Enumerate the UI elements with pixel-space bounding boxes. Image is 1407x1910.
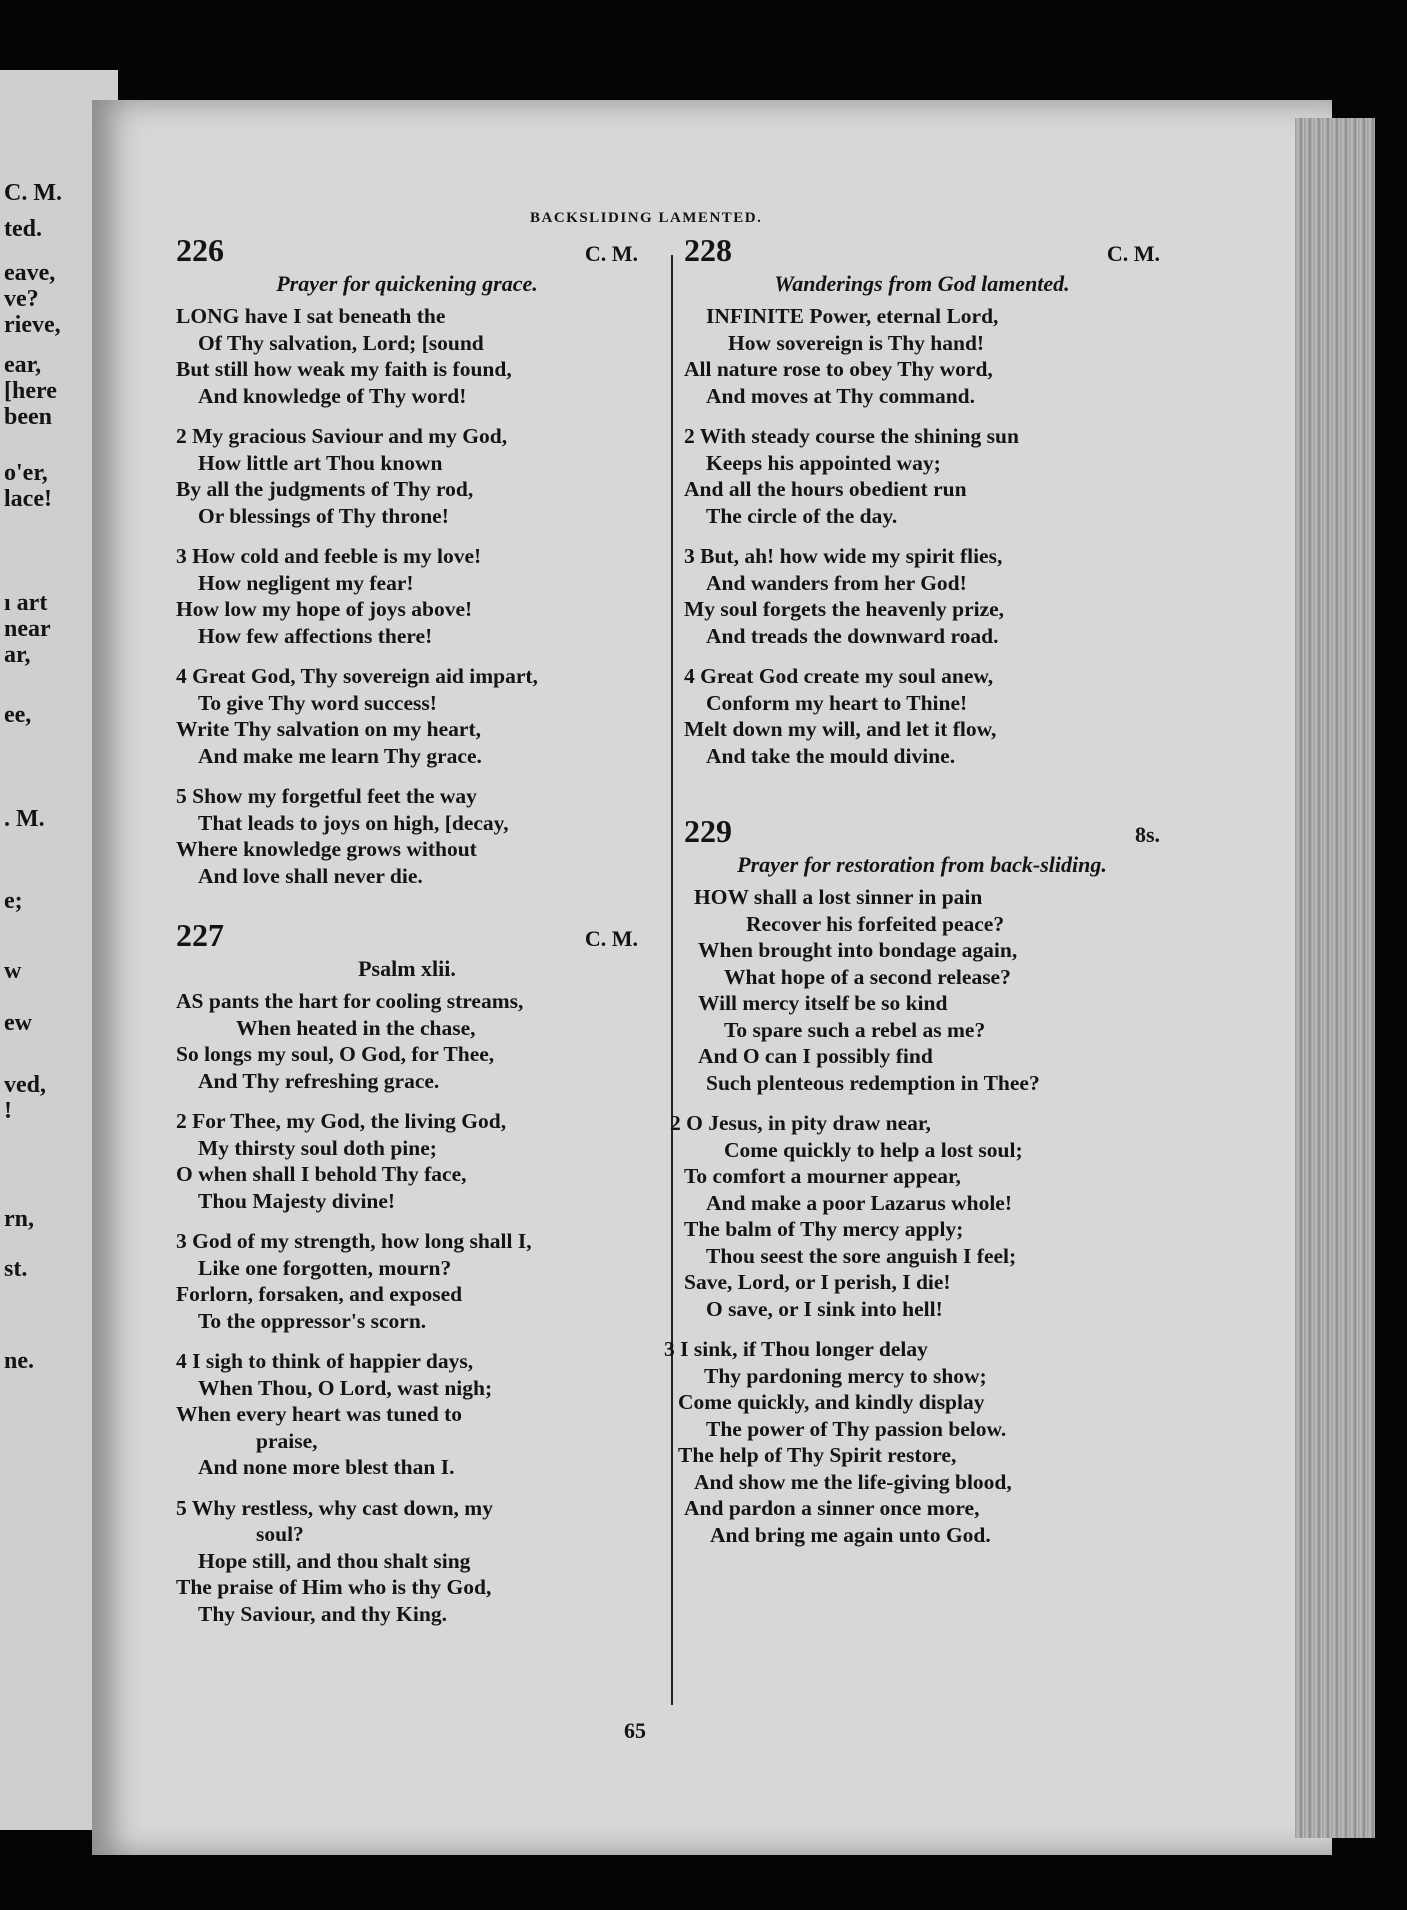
verse-line: Write Thy salvation on my heart, (176, 717, 481, 741)
verse-line: Hope still, and thou shalt sing (198, 1548, 471, 1573)
left-column (176, 232, 638, 1641)
verse-line: When brought into bondage again, (698, 938, 1018, 962)
verse-line: My thirsty soul doth pine; (198, 1135, 437, 1160)
stanza (176, 988, 638, 1094)
stanza (684, 303, 1160, 409)
margin-fragment: near (4, 616, 51, 642)
verse-line: Where knowledge grows without (176, 837, 477, 861)
page-number: 65 (624, 1718, 646, 1743)
hymn-meter: 8s. (1134, 822, 1160, 847)
margin-fragment: been (4, 404, 52, 430)
margin-fragment: eave, (4, 260, 56, 286)
verse-line: Such plenteous redemption in Thee? (706, 1070, 1040, 1095)
page-edge (1295, 118, 1375, 1838)
verse-line: When Thou, O Lord, wast nigh; (198, 1375, 493, 1400)
verse-line: What hope of a second release? (724, 964, 1011, 989)
hymn-meter: C. M. (584, 241, 638, 266)
verse-line: 2 With steady course the shining sun (684, 424, 1019, 448)
verse-line: And wanders from her God! (706, 570, 967, 595)
verse-line: O when shall I behold Thy face, (176, 1162, 467, 1186)
hymn-header (176, 232, 638, 269)
margin-fragment: [here (4, 378, 57, 404)
verse-line: The balm of Thy mercy apply; (684, 1217, 964, 1241)
verse-line: How few affections there! (198, 623, 433, 648)
stanza (684, 423, 1160, 529)
hymn-subject: Prayer for restoration from back-sliding. (737, 852, 1107, 877)
margin-fragment: C. M. (4, 180, 62, 206)
verse-line: And none more blest than I. (198, 1455, 455, 1479)
verse-line: And knowledge of Thy word! (198, 383, 467, 408)
margin-fragment: rn, (4, 1206, 34, 1232)
margin-fragment: ! (4, 1098, 12, 1124)
verse-line: 5 Show my forgetful feet the way (176, 784, 477, 808)
verse-line: Keeps his appointed way; (706, 450, 941, 475)
verse-line: How low my hope of joys above! (176, 597, 473, 621)
hymn-number: 229 (684, 813, 732, 849)
verse-line: Save, Lord, or I perish, I die! (684, 1270, 951, 1294)
verse-line: Thou Majesty divine! (198, 1188, 396, 1213)
hymn-227 (176, 917, 638, 1627)
verse-line: HOW shall a lost sinner in pain (694, 885, 983, 909)
verse-line: And treads the downward road. (706, 623, 999, 648)
verse-line: Or blessings of Thy throne! (198, 503, 449, 528)
hymn-number: 227 (176, 917, 224, 953)
verse-line: praise, (256, 1428, 318, 1453)
right-column (664, 232, 1160, 1562)
stanza (176, 543, 638, 649)
margin-fragment: ee, (4, 702, 32, 728)
verse-line: 4 I sigh to think of happier days, (176, 1349, 474, 1373)
verse-line: Like one forgotten, mourn? (198, 1255, 452, 1280)
verse-line: So longs my soul, O God, for Thee, (176, 1042, 495, 1066)
verse-line: 3 But, ah! how wide my spirit flies, (684, 544, 1003, 568)
verse-line: To comfort a mourner appear, (684, 1164, 961, 1188)
verse-line: 4 Great God create my soul anew, (684, 664, 994, 688)
stanza (684, 543, 1160, 649)
verse-line: AS pants the hart for cooling streams, (176, 989, 524, 1013)
verse-line: Recover his forfeited peace? (746, 911, 1005, 936)
stanza (176, 663, 638, 769)
verse-line: INFINITE Power, eternal Lord, (706, 304, 999, 328)
verse-line: Of Thy salvation, Lord; [sound (198, 330, 484, 355)
verse-line: Forlorn, forsaken, and exposed (176, 1282, 463, 1306)
hymn-228 (684, 232, 1160, 769)
verse-line: And pardon a sinner once more, (684, 1496, 980, 1520)
margin-fragment: ne. (4, 1348, 34, 1374)
verse-line: My soul forgets the heavenly prize, (684, 597, 1005, 621)
stanza (176, 423, 638, 529)
margin-fragment: o'er, (4, 460, 48, 486)
stanza (176, 303, 638, 409)
column-rule (671, 255, 673, 1705)
verse-line: To give Thy word success! (198, 690, 437, 715)
stanza (664, 1336, 1160, 1548)
margin-fragment: ted. (4, 216, 42, 242)
verse-line: How little art Thou known (198, 450, 443, 475)
margin-fragment: ve? (4, 286, 39, 312)
verse-line: When heated in the chase, (236, 1015, 476, 1040)
stanza (684, 663, 1160, 769)
verse-line: That leads to joys on high, [decay, (198, 810, 509, 835)
stanza (176, 1348, 638, 1481)
verse-line: And make me learn Thy grace. (198, 743, 482, 768)
hymn-229 (664, 813, 1160, 1548)
verse-line: 2 My gracious Saviour and my God, (176, 424, 508, 448)
verse-line: And take the mould divine. (706, 743, 956, 768)
verse-line: And show me the life-giving blood, (694, 1469, 1012, 1494)
margin-fragment: ew (4, 1010, 32, 1036)
verse-line: Come quickly to help a lost soul; (724, 1137, 1023, 1162)
verse-line: Come quickly, and kindly display (678, 1390, 985, 1414)
margin-fragment: ved, (4, 1072, 46, 1098)
stanza (176, 1108, 638, 1214)
hymn-header (684, 813, 1160, 850)
verse-line: The help of Thy Spirit restore, (678, 1443, 957, 1467)
verse-line: The power of Thy passion below. (706, 1416, 1007, 1441)
verse-line: 4 Great God, Thy sovereign aid impart, (176, 664, 538, 688)
verse-line: O save, or I sink into hell! (706, 1296, 943, 1321)
verse-line: 3 I sink, if Thou longer delay (664, 1337, 928, 1361)
margin-fragment: ı art (4, 590, 48, 616)
verse-line: LONG have I sat beneath the (176, 304, 446, 328)
verse-line: When every heart was tuned to (176, 1402, 463, 1426)
margin-fragment: st. (4, 1256, 28, 1282)
hymn-number: 226 (176, 232, 224, 268)
verse-line: And Thy refreshing grace. (198, 1068, 440, 1093)
margin-fragment: . M. (4, 806, 45, 832)
verse-line: Will mercy itself be so kind (698, 991, 948, 1015)
verse-line: The circle of the day. (706, 503, 898, 528)
verse-line: 2 O Jesus, in pity draw near, (670, 1111, 931, 1135)
margin-fragment: ear, (4, 352, 42, 378)
hymn-subject: Wanderings from God lamented. (774, 271, 1070, 296)
verse-line: And moves at Thy command. (706, 383, 975, 408)
verse-line: The praise of Him who is thy God, (176, 1575, 492, 1599)
verse-line: 3 God of my strength, how long shall I, (176, 1229, 532, 1253)
verse-line: All nature rose to obey Thy word, (684, 357, 993, 381)
verse-line: And make a poor Lazarus whole! (706, 1190, 1012, 1215)
verse-line: And bring me again unto God. (710, 1522, 991, 1547)
hymn-header (176, 917, 638, 954)
verse-line: soul? (256, 1522, 304, 1546)
margin-fragment: rieve, (4, 312, 61, 338)
verse-line: How negligent my fear! (198, 570, 414, 595)
verse-line: But still how weak my faith is found, (176, 357, 512, 381)
hymn-subject: Psalm xlii. (358, 956, 456, 981)
hymn-subject: Prayer for quickening grace. (276, 271, 538, 296)
stanza (176, 1228, 638, 1334)
verse-line: 5 Why restless, why cast down, my (176, 1495, 493, 1520)
verse-line: And all the hours obedient run (684, 477, 967, 501)
verse-line: Thou seest the sore anguish I feel; (706, 1243, 1017, 1268)
verse-line: How sovereign is Thy hand! (728, 330, 985, 355)
stanza (176, 783, 638, 889)
margin-fragment: lace! (4, 486, 52, 512)
verse-line: And O can I possibly find (698, 1044, 933, 1068)
hymn-226 (176, 232, 638, 889)
stanza (176, 1495, 638, 1628)
margin-fragment: e; (4, 888, 23, 914)
verse-line: To spare such a rebel as me? (724, 1017, 986, 1042)
stanza (684, 884, 1160, 1096)
verse-line: 3 How cold and feeble is my love! (176, 544, 482, 568)
verse-line: To the oppressor's scorn. (198, 1308, 427, 1333)
verse-line: And love shall never die. (198, 863, 423, 888)
verse-line: By all the judgments of Thy rod, (176, 477, 474, 501)
verse-line: Melt down my will, and let it flow, (684, 717, 997, 741)
verse-line: Thy Saviour, and thy King. (198, 1601, 447, 1626)
verse-line: 2 For Thee, my God, the living God, (176, 1109, 507, 1133)
margin-fragment: w (4, 958, 22, 984)
hymn-number: 228 (684, 232, 732, 268)
verse-line: Thy pardoning mercy to show; (704, 1363, 987, 1388)
hymn-meter: C. M. (584, 926, 638, 951)
running-head: BACKSLIDING LAMENTED. (530, 210, 763, 226)
margin-fragment: ar, (4, 642, 31, 668)
stanza (670, 1110, 1160, 1322)
verse-line: Conform my heart to Thine! (706, 690, 968, 715)
hymn-header (684, 232, 1160, 269)
hymn-meter: C. M. (1106, 241, 1160, 266)
